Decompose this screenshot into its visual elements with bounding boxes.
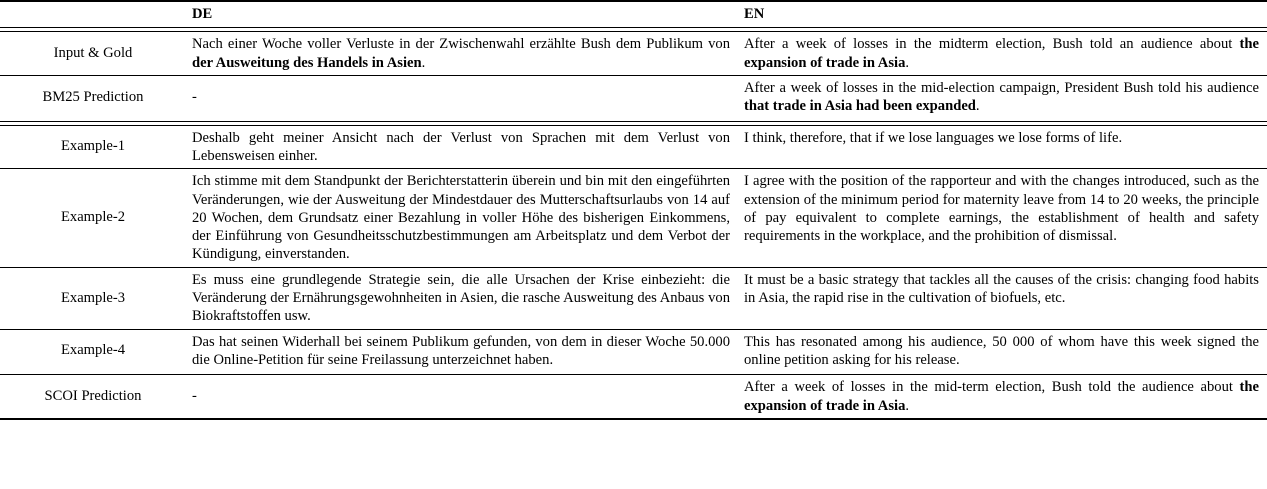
row-label-example-2: Example-2 xyxy=(60,209,126,226)
table-row xyxy=(0,268,1267,329)
en-text-tail: . xyxy=(905,54,910,71)
table-row xyxy=(0,76,1267,119)
cell-de-example-1: Deshalb geht meiner Ansicht nach der Verlust von Sprachen mit dem Verlust von Lebensweisen einher. xyxy=(192,129,730,164)
de-text-tail: . xyxy=(421,54,426,71)
cell-de-scoi-prediction: - xyxy=(186,375,738,419)
cell-en-bm25-prediction xyxy=(738,76,1267,119)
header-cell-label xyxy=(0,1,186,28)
table-row xyxy=(0,169,1267,267)
cell-en-example-2: I agree with the position of the rapporteur and with the changes introduced, such as the extension of the minimum period for maternity leave from 14 to 20 weeks, the principle of pay equivalent to complete earnings, the establishment of health and safety requirements in the workplace, and the prohibition of dismissal. xyxy=(744,173,1259,245)
de-highlight: der Ausweitung des Handels in Asien xyxy=(192,54,422,71)
en-highlight: the expansion of trade in Asia xyxy=(744,36,1259,71)
table-row xyxy=(0,375,1267,419)
en-highlight: the expansion of trade in Asia xyxy=(744,379,1259,414)
en-text: After a week of losses in the midterm election, Bush told an audience about xyxy=(744,36,1240,53)
cell-de-example-4: Das hat seinen Widerhall bei seinem Publikum gefunden, von dem in dieser Woche 50.000 die Online-Petition für seine Freilassung unterzeichnet haben. xyxy=(192,333,730,368)
header-cell-en: EN xyxy=(738,1,1267,28)
row-label-example-4: Example-4 xyxy=(60,342,126,359)
en-highlight: that trade in Asia had been expanded xyxy=(744,98,976,115)
en-text: After a week of losses in the mid-election campaign, President Bush told his audience xyxy=(744,79,1259,96)
en-text-tail: . xyxy=(975,98,980,115)
cell-de-example-3: Es muss eine grundlegende Strategie sein, die alle Ursachen der Krise einbezieht: die Veränderung der Ernährungsgewohnheiten in Asien, die rasche Ausweitung des Anbaus von Biokraftstoffen usw. xyxy=(192,271,730,325)
row-label-bm25-prediction: BM25 Prediction xyxy=(42,88,144,105)
cell-en-example-3: It must be a basic strategy that tackles all the causes of the crisis: changing food habits in Asia, the rapid rise in the cultivation of biofuels, etc. xyxy=(744,271,1259,307)
header-cell-de: DE xyxy=(186,1,738,28)
table-header-row xyxy=(0,1,1267,28)
en-text-tail: . xyxy=(905,397,910,414)
cell-de-input-gold xyxy=(186,32,738,76)
table-row xyxy=(0,125,1267,169)
row-label-input-gold: Input & Gold xyxy=(53,44,133,61)
table-row xyxy=(0,330,1267,373)
row-label-scoi-prediction: SCOI Prediction xyxy=(0,375,186,419)
table-row xyxy=(0,32,1267,76)
row-label-example-1: Example-1 xyxy=(60,138,126,155)
cell-de-example-2: Ich stimme mit dem Standpunkt der Berichterstatterin überein und bin mit den eingeführten Veränderungen, wie der Ausweitung der Mindestdauer des Mutterschaftsurlaubs von 14 auf 20 Wochen, dem Grundsatz einer Bezahlung in voller Höhe des bisherigen Einkommens, der Einführung von Gesundheitsschutzbestimmungen am Arbeitsplatz und dem Verbot der Kündigung, einverstanden. xyxy=(192,173,730,263)
cell-en-scoi-prediction xyxy=(738,375,1267,419)
de-text: Nach einer Woche voller Verluste in der Zwischenwahl erzählte Bush dem Publikum von xyxy=(192,36,730,53)
cell-en-example-1: I think, therefore, that if we lose languages we lose forms of life. xyxy=(744,129,1123,146)
en-text: After a week of losses in the mid-term election, Bush told the audience about xyxy=(744,379,1240,396)
cell-de-bm25-prediction: - xyxy=(192,89,197,106)
row-label-example-3: Example-3 xyxy=(60,289,126,306)
cell-en-input-gold xyxy=(738,32,1267,76)
cell-en-example-4: This has resonated among his audience, 50 000 of whom have this week signed the online petition asking for his release. xyxy=(744,333,1259,368)
